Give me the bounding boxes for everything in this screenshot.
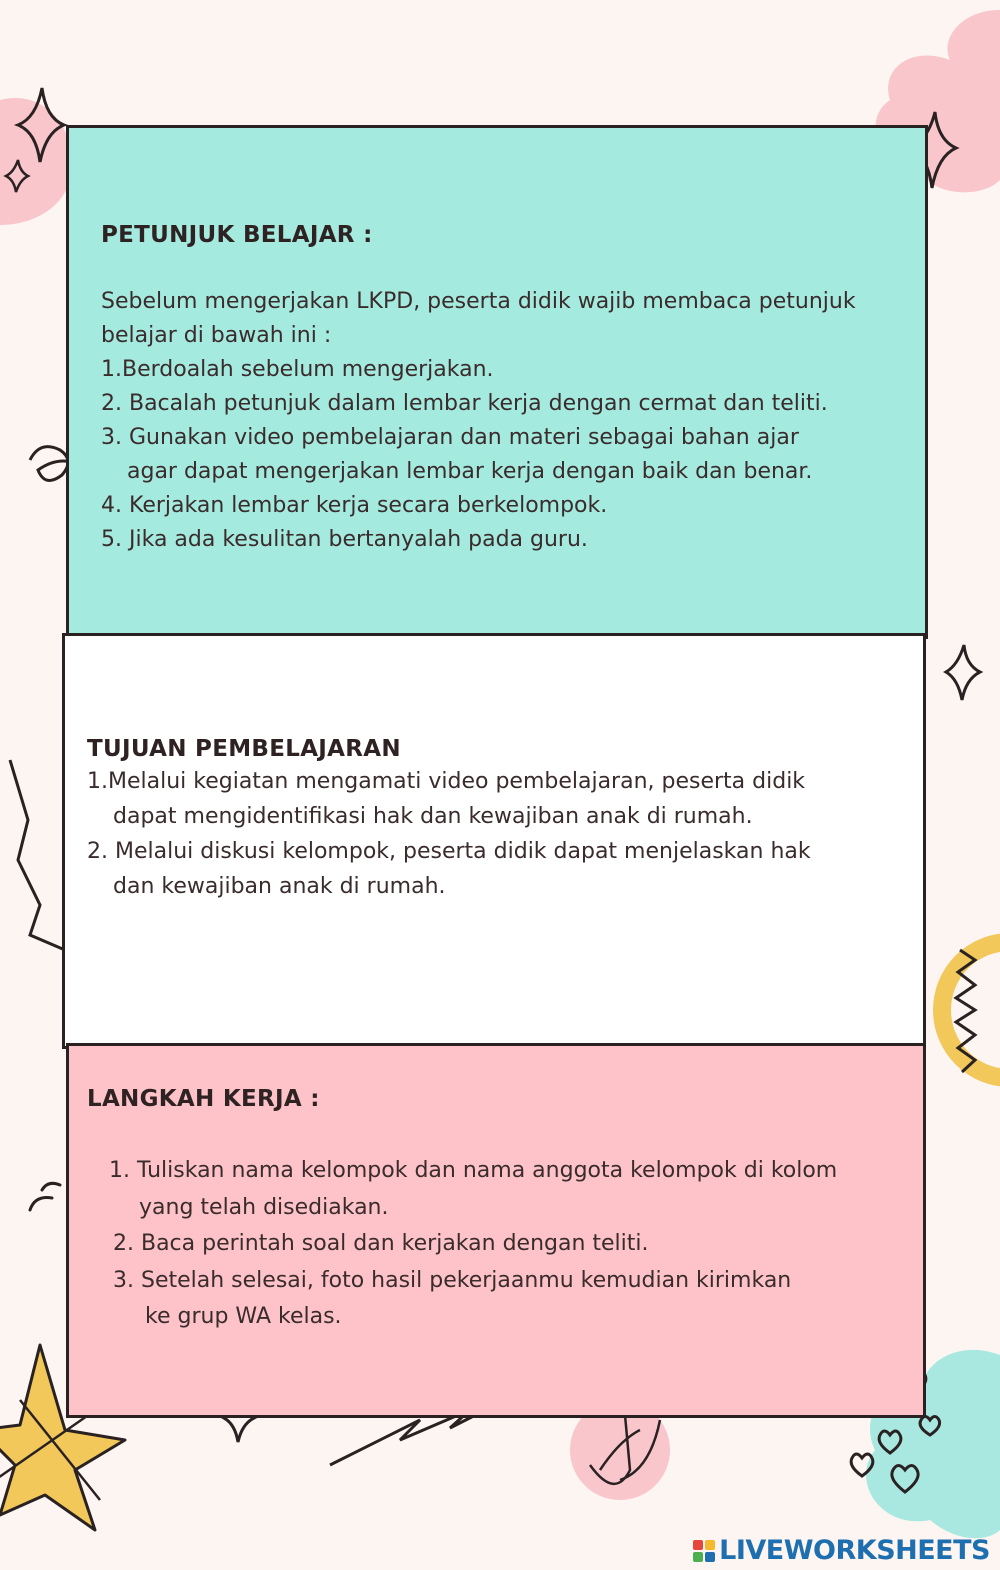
langkah-item: 3. Setelah selesai, foto hasil pekerjaanmu kemudian kirimkan — [113, 1267, 792, 1293]
tujuan-body — [87, 764, 811, 904]
tujuan-item-continuation: dapat mengidentifikasi hak dan kewajiban anak di rumah. — [113, 804, 753, 829]
liveworksheets-logo-icon — [693, 1540, 715, 1562]
blob-pink-top-left — [0, 98, 72, 225]
petunjuk-body — [101, 285, 856, 557]
petunjuk-item: 3. Gunakan video pembelajaran dan materi sebagai bahan ajar — [101, 425, 799, 450]
sun-ring-decoration — [942, 942, 1000, 1078]
langkah-title: LANGKAH KERJA : — [87, 1086, 320, 1112]
sparkle-mid-right — [946, 645, 980, 700]
petunjuk-item: 4. Kerjakan lembar kerja secara berkelompok. — [101, 493, 608, 518]
langkah-item: 2. Baca perintah soal dan kerjakan dengan teliti. — [113, 1231, 649, 1256]
langkah-item-continuation: ke grup WA kelas. — [145, 1304, 342, 1329]
petunjuk-item: 2. Bacalah petunjuk dalam lembar kerja dengan cermat dan teliti. — [101, 391, 828, 416]
langkah-item: 1. Tuliskan nama kelompok dan nama anggota kelompok di kolom — [109, 1158, 838, 1183]
curl-left-bottom — [30, 1183, 60, 1210]
petunjuk-item-continuation: agar dapat mengerjakan lembar kerja dengan baik dan benar. — [127, 459, 813, 484]
langkah-kerja-panel — [66, 1043, 926, 1418]
petunjuk-intro-line: Sebelum mengerjakan LKPD, peserta didik wajib membaca petunjuk — [101, 289, 856, 314]
tujuan-pembelajaran-panel — [62, 633, 926, 1049]
tujuan-item: 1.Melalui kegiatan mengamati video pembelajaran, peserta didik — [87, 769, 806, 794]
langkah-item-continuation: yang telah disediakan. — [139, 1194, 389, 1220]
petunjuk-title: PETUNJUK BELAJAR : — [101, 222, 373, 248]
petunjuk-item: 1.Berdoalah sebelum mengerjakan. — [101, 357, 494, 382]
watermark-text: LIVEWORKSHEETS — [719, 1535, 990, 1566]
zigzag-left — [10, 760, 65, 950]
petunjuk-intro-line: belajar di bawah ini : — [101, 323, 332, 348]
tujuan-item-continuation: dan kewajiban anak di rumah. — [113, 874, 446, 899]
tujuan-title: TUJUAN PEMBELAJARAN — [87, 736, 401, 762]
liveworksheets-watermark — [693, 1535, 990, 1566]
langkah-body — [109, 1153, 837, 1336]
tujuan-item: 2. Melalui diskusi kelompok, peserta didik dapat menjelaskan hak — [87, 839, 811, 864]
petunjuk-belajar-panel — [66, 125, 928, 639]
petunjuk-item: 5. Jika ada kesulitan bertanyalah pada guru. — [101, 527, 588, 552]
